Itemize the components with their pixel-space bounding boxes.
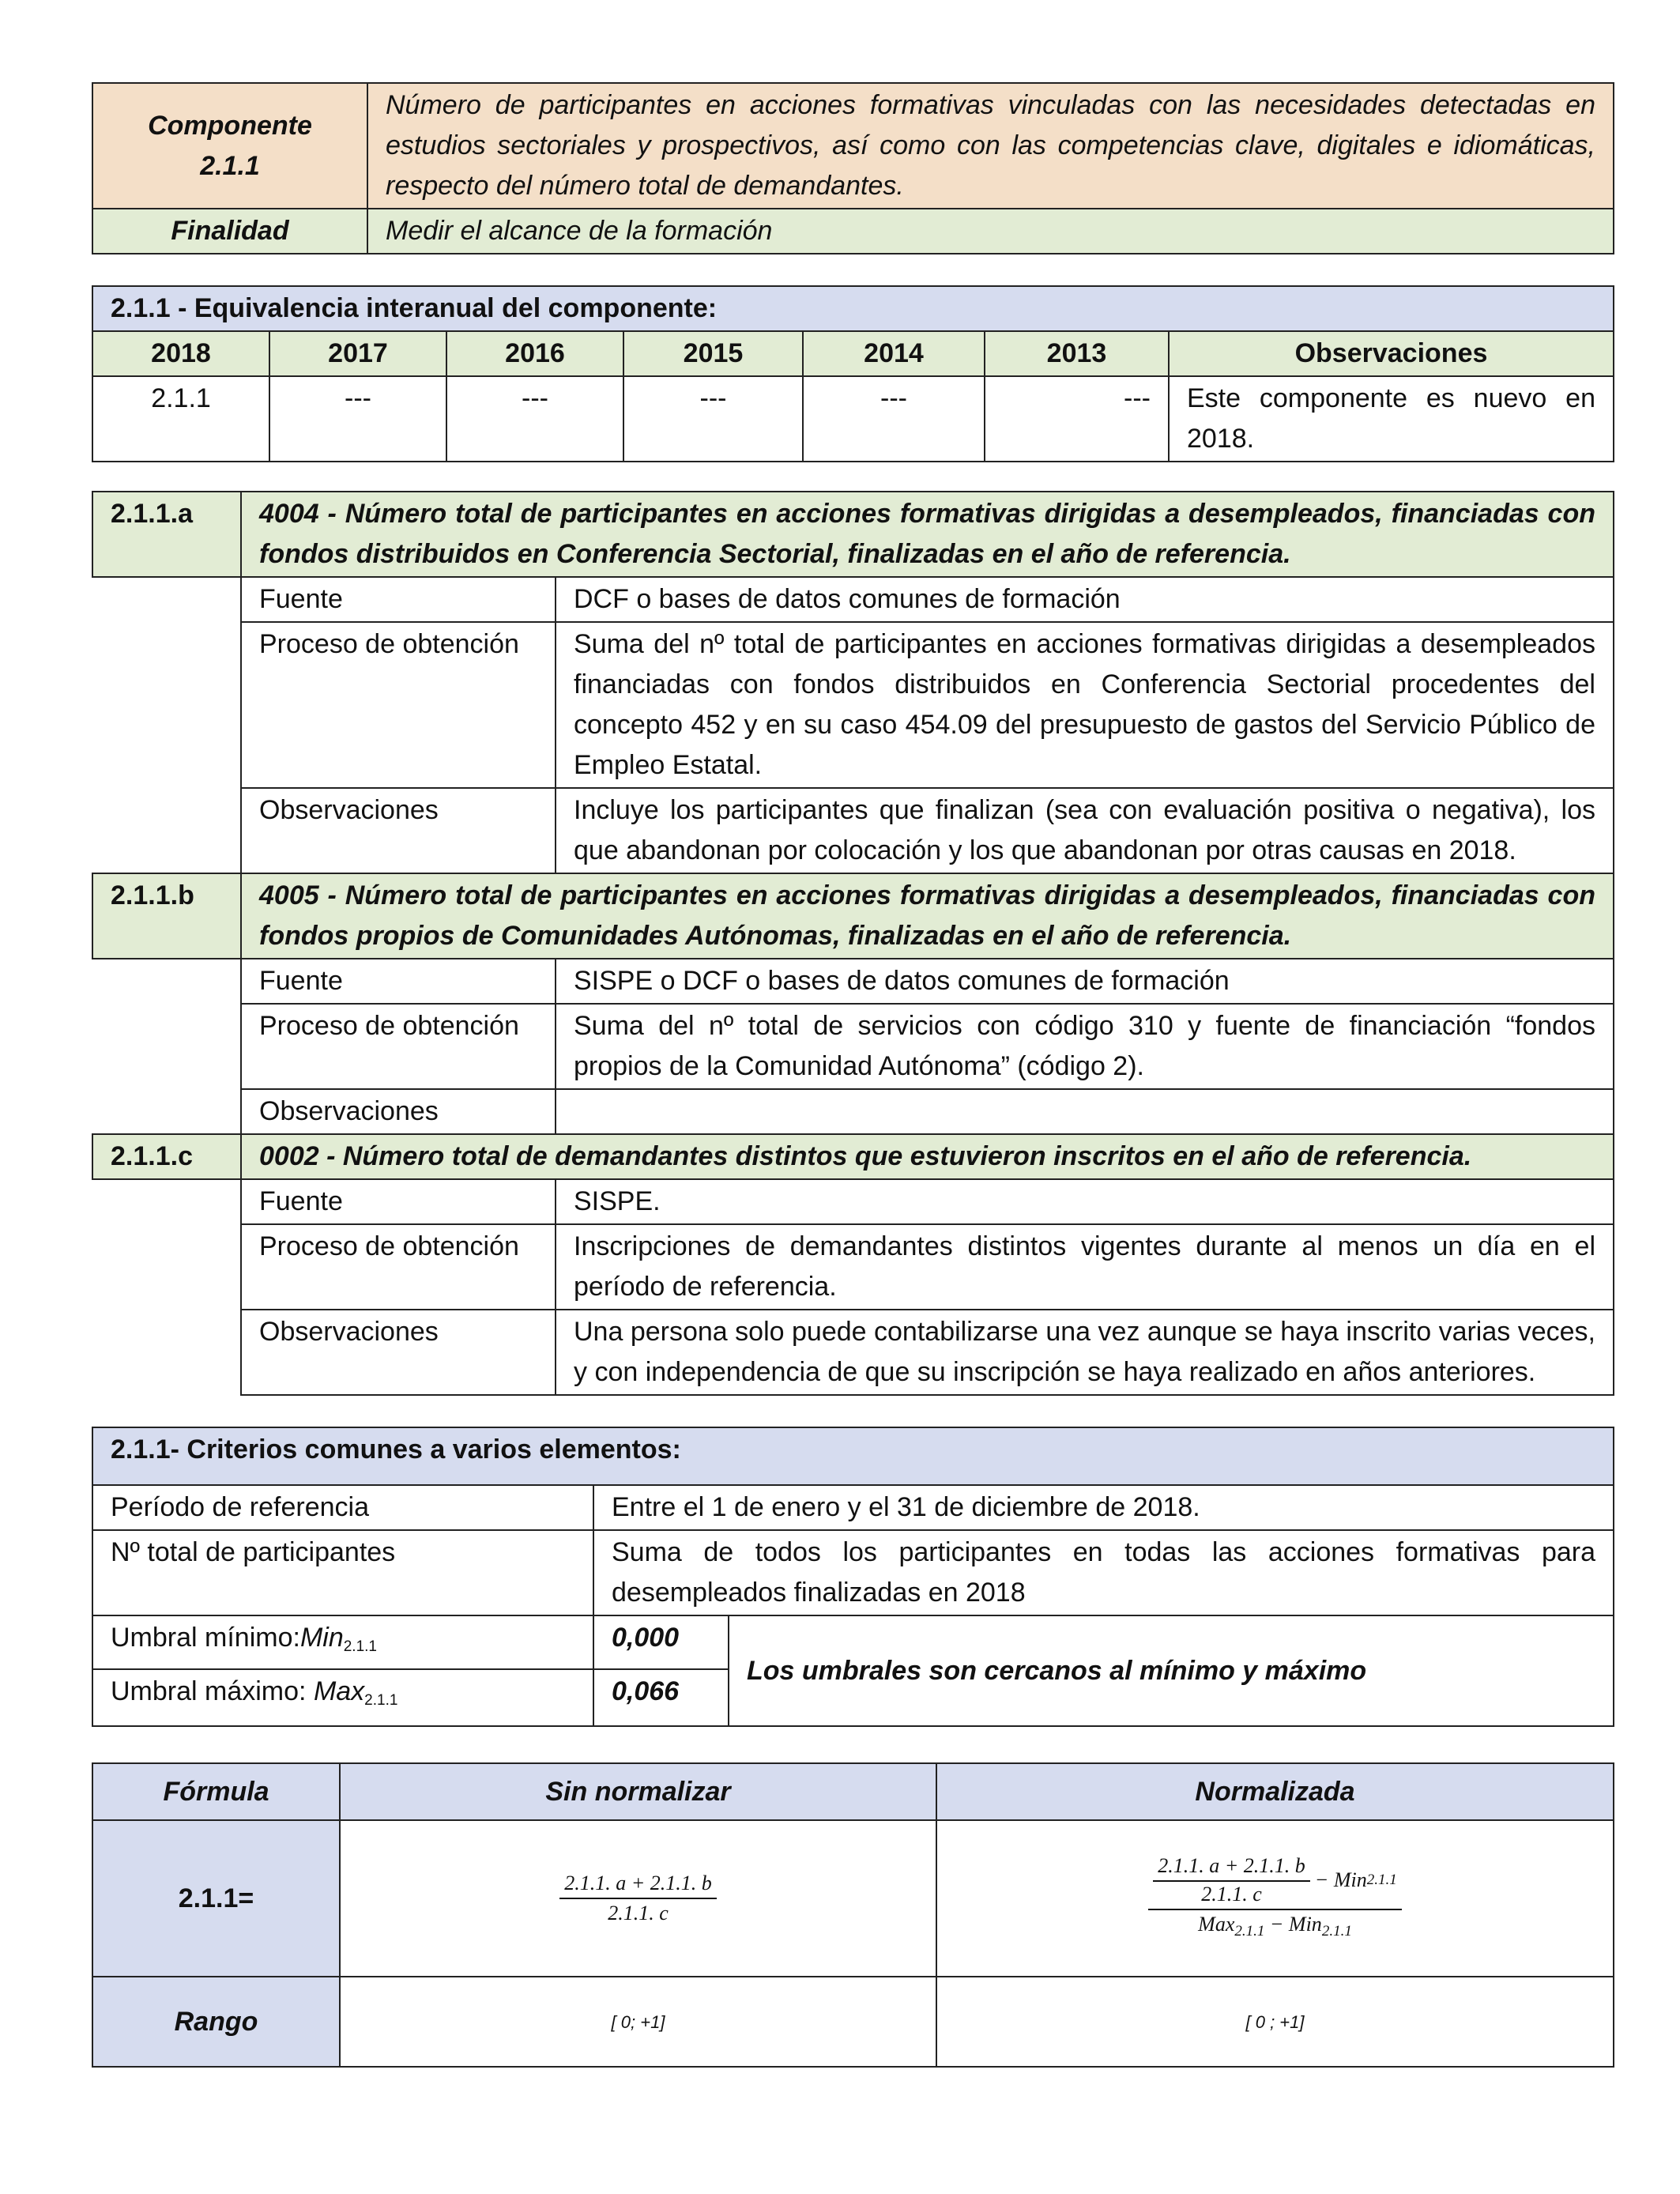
umbral-minimo-label: Umbral mínimo:Min$_{2.1.1}$ (92, 1615, 593, 1669)
finalidad-value: Medir el alcance de la formación (367, 209, 1614, 254)
component-label (92, 83, 367, 209)
formula-raw (340, 1820, 936, 1977)
criteria-total: Suma de todos los participantes en todas las acciones formativas para desempleados finalizadas en 2018 (593, 1530, 1614, 1615)
formula-header: Fórmula (92, 1763, 340, 1820)
element-code: 2.1.1.c (92, 1134, 241, 1179)
criteria-label: Nº total de participantes (92, 1530, 593, 1615)
equivalence-cell: --- (803, 376, 985, 462)
equivalence-cell: --- (623, 376, 803, 462)
element-observaciones: Incluye los participantes que finalizan (sea con evaluación positiva o negativa), los que abandonan por colocación y los que abandonan por otras causas en 2018. (556, 788, 1614, 873)
elements-table (92, 491, 1614, 1396)
equivalence-header: 2018 (92, 331, 269, 376)
component-table (92, 82, 1614, 254)
equivalence-header: 2016 (446, 331, 623, 376)
element-proceso: Suma del nº total de servicios con código 310 y fuente de financiación “fondos propios de la Comunidad Autónoma” (código 2). (556, 1004, 1614, 1089)
element-title: 4004 - Número total de participantes en acciones formativas dirigidas a desempleados, financiadas con fondos distribuidos en Conferencia Sectorial, finalizadas en el año de referencia. (241, 492, 1614, 577)
element-proceso: Suma del nº total de participantes en acciones formativas dirigidas a desempleados financiadas con fondos distribuidos en Conferencia Sectorial procedentes del concepto 452 y en su caso 454.09 del presupuesto de gastos del Servicio Público de Empleo Estatal. (556, 622, 1614, 788)
criteria-title: 2.1.1- Criterios comunes a varios elementos: (92, 1427, 1614, 1485)
equivalence-cell: --- (446, 376, 623, 462)
umbral-minimo-value: 0,000 (593, 1615, 729, 1669)
equivalence-title: 2.1.1 - Equivalencia interanual del componente: (92, 286, 1614, 331)
element-field-label: Observaciones (241, 788, 556, 873)
rango-normalized: [ 0 ; +1] (936, 1977, 1614, 2067)
element-fuente: SISPE o DCF o bases de datos comunes de formación (556, 959, 1614, 1004)
element-title: 0002 - Número total de demandantes distintos que estuvieron inscritos en el año de referencia. (241, 1134, 1614, 1179)
element-title: 4005 - Número total de participantes en acciones formativas dirigidas a desempleados, financiadas con fondos propios de Comunidades Autónomas, finalizadas en el año de referencia. (241, 873, 1614, 959)
equivalence-header: Observaciones (1169, 331, 1614, 376)
element-field-label: Observaciones (241, 1310, 556, 1395)
formula-table (92, 1762, 1614, 2068)
finalidad-label: Finalidad (92, 209, 367, 254)
formula-header: Sin normalizar (340, 1763, 936, 1820)
element-proceso: Inscripciones de demandantes distintos vigentes durante al menos un día en el período de referencia. (556, 1224, 1614, 1310)
umbral-maximo-value: 0,066 (593, 1669, 729, 1726)
element-fuente: SISPE. (556, 1179, 1614, 1224)
element-field-label: Observaciones (241, 1089, 556, 1134)
component-label-line1: Componente (148, 110, 312, 141)
raw-fraction: $\frac{2.1.1. a + 2.1.1. b}{2.1.1. c}$ (559, 1871, 717, 1926)
equivalence-header: 2014 (803, 331, 985, 376)
element-fuente: DCF o bases de datos comunes de formación (556, 577, 1614, 622)
element-observaciones: Una persona solo puede contabilizarse una vez aunque se haya inscrito varias veces, y con independencia de que su inscripción se haya realizado en años anteriores. (556, 1310, 1614, 1395)
element-observaciones (556, 1089, 1614, 1134)
equivalence-cell: 2.1.1 (92, 376, 269, 462)
umbral-maximo-label: Umbral máximo: Max$_{2.1.1}$ (92, 1669, 593, 1726)
element-code: 2.1.1.a (92, 492, 241, 577)
equivalence-cell: --- (985, 376, 1169, 462)
equivalence-header: 2017 (269, 331, 446, 376)
element-code: 2.1.1.b (92, 873, 241, 959)
formula-header: Normalizada (936, 1763, 1614, 1820)
rango-raw: [ 0; +1] (340, 1977, 936, 2067)
equivalence-header: 2013 (985, 331, 1169, 376)
threshold-note: Los umbrales son cercanos al mínimo y máximo (729, 1615, 1614, 1726)
rango-label: Rango (92, 1977, 340, 2067)
element-field-label: Fuente (241, 959, 556, 1004)
criteria-label: Período de referencia (92, 1485, 593, 1530)
element-field-label: Proceso de obtención (241, 622, 556, 788)
equivalence-cell: --- (269, 376, 446, 462)
equivalence-table (92, 285, 1614, 462)
element-field-label: Proceso de obtención (241, 1004, 556, 1089)
component-label-line2: 2.1.1 (200, 150, 260, 181)
element-field-label: Proceso de obtención (241, 1224, 556, 1310)
criteria-periodo: Entre el 1 de enero y el 31 de diciembre de 2018. (593, 1485, 1614, 1530)
equivalence-observations: Este componente es nuevo en 2018. (1169, 376, 1614, 462)
formula-row-label: 2.1.1= (92, 1820, 340, 1977)
formula-normalized (936, 1820, 1614, 1977)
equivalence-header: 2015 (623, 331, 803, 376)
normalized-fraction: $\frac{2.1.1. a + 2.1.1. b}{2.1.1. c}$ − Min 2.1.1 Max$_{2.1.1}$ − Min$_{2.1.1}$ (1148, 1853, 1401, 1944)
element-field-label: Fuente (241, 1179, 556, 1224)
component-description: Número de participantes en acciones formativas vinculadas con las necesidades detectadas en estudios sectoriales y prospectivos, así como con las competencias clave, digitales e idiomáticas, respecto del número total de demandantes. (367, 83, 1614, 209)
element-field-label: Fuente (241, 577, 556, 622)
criteria-table (92, 1427, 1614, 1727)
